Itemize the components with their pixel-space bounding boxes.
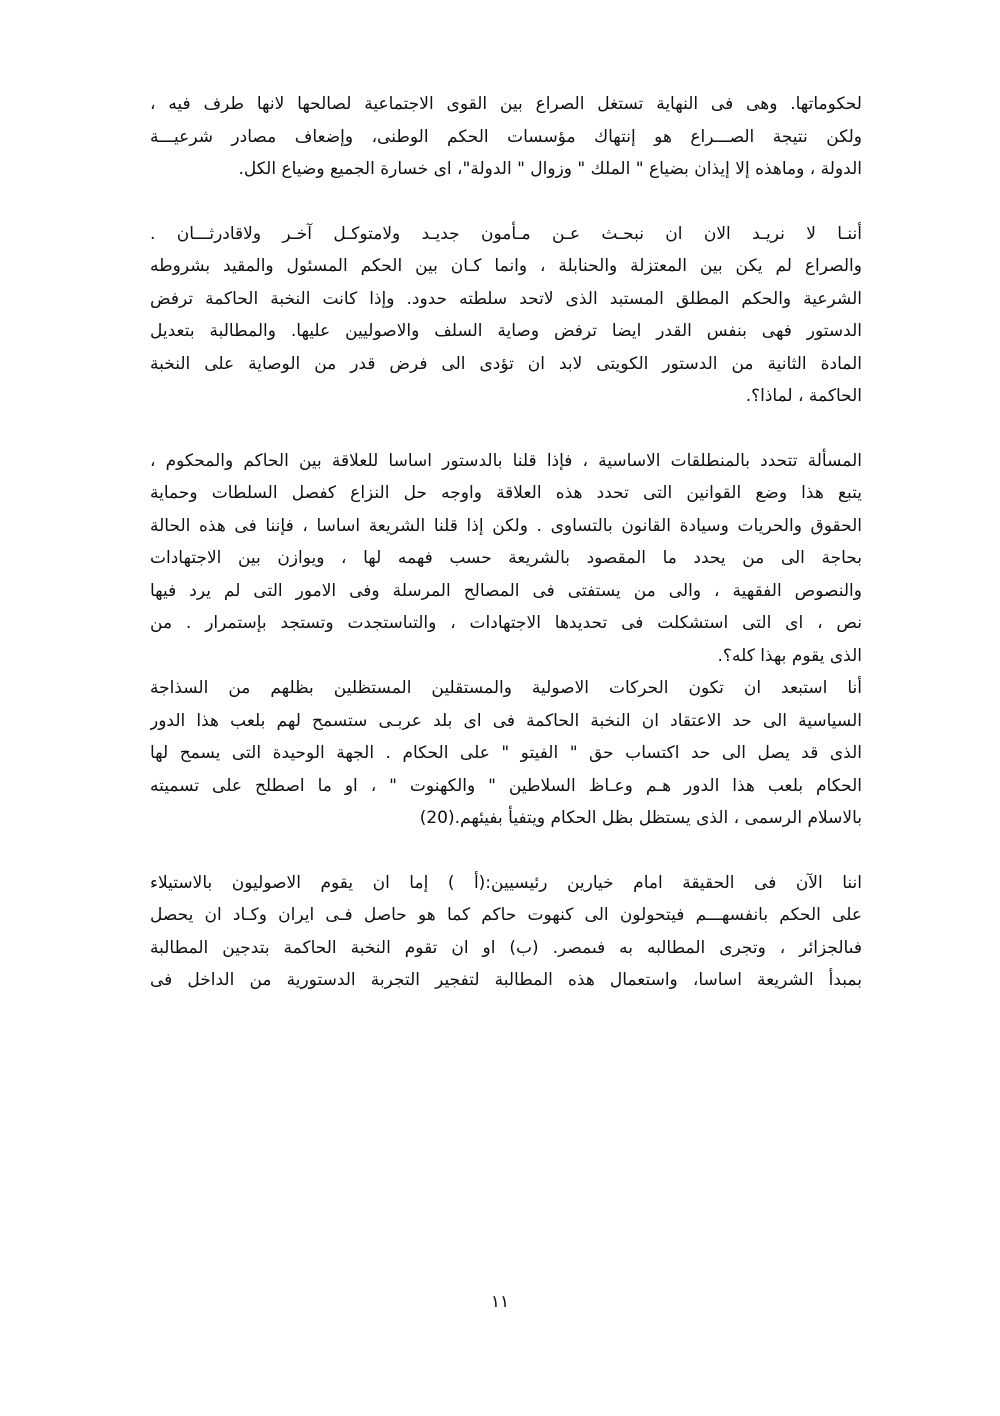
text-line: الدولة ، وماهذه إلا إيذان بضياع " الملك " وزوال " الدولة"، اى خسارة الجميع وضياع الكل. <box>238 159 862 179</box>
paragraph-5 <box>150 867 862 997</box>
text-line: فىالجزائر ، وتجرى المطالبه به فىمصر. (ب) او ان تقوم النخبة الحاكمة بتدجين المطالبة <box>150 937 862 958</box>
text-line: اننا الآن فى الحقيقة امام خيارين رئيسيين:(أ ) إما ان يقوم الاصوليون بالاستيلاء <box>150 872 862 893</box>
document-page <box>150 88 862 997</box>
text-line: الذى يقوم بهذا كله؟. <box>717 645 862 666</box>
text-line: بحاجة الى من يحدد ما المقصود بالشريعة حسب فهمه لها ، ويوازن بين الاجتهادات <box>150 548 862 568</box>
text-line: لحكوماتها. وهى فى النهاية تستغل الصراع بين القوى الاجتماعية لصالحها لانها طرف فيه ، <box>150 94 862 114</box>
text-line: على الحكم بانفسهـــم فيتحولون الى كنهوت حاكم كما هو حاصل فـى ايران وكـاد ان يحصل <box>150 905 862 925</box>
paragraph-3 <box>150 445 862 673</box>
page-number: ١١ <box>490 1292 510 1312</box>
paragraph-spacer <box>150 413 862 445</box>
paragraph-spacer <box>150 186 862 218</box>
text-line: أننـا لا نريـد الان ان نبحـث عـن مـأمون جديـد ولامتوكـل آخـر ولاقادرثـــان . <box>150 223 862 244</box>
text-line: الذى قد يصل الى حد اكتساب حق " الفيتو " على الحكام . الجهة الوحيدة التى يسمح لها <box>150 743 862 763</box>
paragraph-4 <box>150 672 862 835</box>
text-line: ولكن نتيجة الصـــراع هو إنتهاك مؤسسات الحكم الوطنى، وإضعاف مصادر شرعيـــة <box>150 126 862 147</box>
paragraph-2 <box>150 218 862 413</box>
paragraph-spacer <box>150 835 862 867</box>
text-line: الدستور فهى بنفس القدر ايضا ترفض وصاية السلف والاصوليين عليها. والمطالبة بتعديل <box>150 321 862 341</box>
text-line: بمبدأ الشريعة اساسا، واستعمال هذه المطالبة لتفجير التجربة الدستورية من الداخل فى <box>150 970 862 990</box>
text-line: نص ، اى التى استشكلت فى تحديدها الاجتهادات ، والتىاستجدت وتستجد بإستمرار . من <box>150 613 862 633</box>
text-line: والصراع لم يكن بين المعتزلة والحنابلة ، وانما كـان بين الحكم المسئول والمقيد بشروطه <box>150 256 862 276</box>
text-line: بالاسلام الرسمى ، الذى يستظل بظل الحكام ويتفيأ بفيئهم.(20) <box>419 808 862 828</box>
text-line: المادة الثانية من الدستور الكويتى لابد ان تؤدى الى فرض قدر من الوصاية على النخبة <box>150 353 862 374</box>
text-line: الحاكمة ، لماذا؟. <box>745 386 862 406</box>
text-line: الحقوق والحريات وسيادة القانون بالتساوى . ولكن إذا قلنا الشريعة اساسا ، فإننا فى هذه الحالة <box>150 515 862 536</box>
text-line: يتبع هذا وضع القوانين التى تحدد هذه العلاقة واوجه حل النزاع كفصل السلطات وحماية <box>150 483 862 503</box>
text-line: الحكام بلعب هذا الدور هـم وعـاظ السلاطين " والكهنوت " ، او ما اصطلح على تسميته <box>150 775 862 796</box>
paragraph-1 <box>150 88 862 186</box>
text-line: المسألة تتحدد بالمنطلقات الاساسية ، فإذا قلنا بالدستور اساسا للعلاقة بين الحاكم والمحكوم ، <box>150 450 862 471</box>
text-line: والنصوص الفقهية ، والى من يستفتى فى المصالح المرسلة وفى الامور التى لم يرد فيها <box>150 580 862 601</box>
text-line: أنا استبعد ان تكون الحركات الاصولية والمستقلين المستظلين بظلهم من السذاجة <box>150 678 862 698</box>
text-line: السياسية الى حد الاعتقاد ان النخبة الحاكمة فى اى بلد عربـى ستسمح لهم بلعب هذا الدور <box>150 710 862 731</box>
text-line: الشرعية والحكم المطلق المستبد الذى لاتحد سلطته حدود. وإذا كانت النخبة الحاكمة ترفض <box>150 288 862 309</box>
